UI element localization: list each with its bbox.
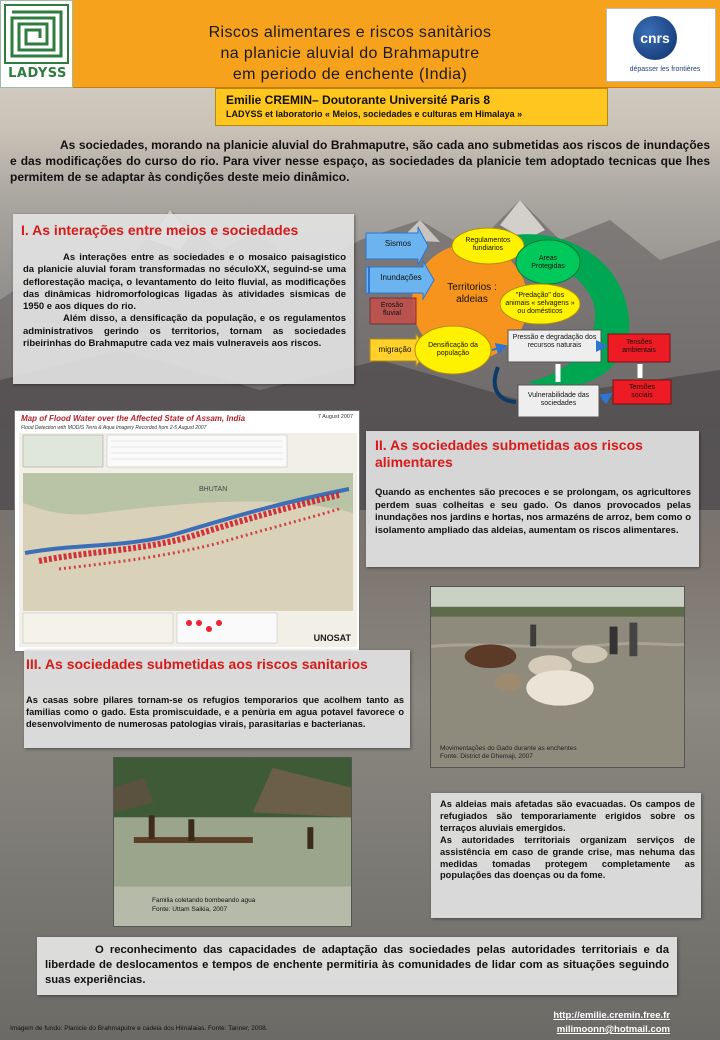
cnrs-tagline: dépasser les frontières <box>629 66 701 73</box>
section4-paragraph-1: As aldeias mais afetadas são evacuadas. Os campos de refugiados são temporariamente erigidos sobre os terraços aluviais emergidos. <box>440 799 695 833</box>
title-line-2: na planicie aluvial do Brahmaputre <box>220 45 480 62</box>
maze-icon <box>4 4 69 64</box>
map-subtitle: Flood Detection with MODIS Terra & Aqua Imagery Recorded from 2-5 August 2007 <box>21 425 207 431</box>
website-link[interactable]: http://emilie.cremin.free.fr <box>553 1010 670 1021</box>
cattle-flood-photo <box>430 586 685 768</box>
map-graphic <box>19 433 357 647</box>
map-date: 7 August 2007 <box>317 414 353 420</box>
title-line-3: em periodo de enchente (India) <box>232 66 468 83</box>
poster-title <box>130 22 570 85</box>
author-box <box>215 88 608 126</box>
section2-heading: II. As sociedades submetidas aos riscos alimentares <box>375 437 643 470</box>
section1-body <box>23 252 346 350</box>
conclusion-box <box>37 937 677 995</box>
diagram-regulamentos: Regulamentos fundiarios <box>465 237 511 252</box>
diagram-vulnerabilidade: Vulnerabilidade das sociedades <box>527 392 590 407</box>
photo2-caption-line-2: Fonte: Uttam Saikia, 2007 <box>152 906 228 913</box>
map-title: Map of Flood Water over the Affected State of Assam, India <box>21 414 246 423</box>
author-name: Emilie CREMIN– Doutorante Université Paris 8 <box>226 93 491 107</box>
diagram-areas: Areas Protegidas <box>531 255 565 270</box>
section1-paragraph-1: As interações entre as sociedades e o mosaico paisagistico da planicie aluvial foram transformadas no séculoXX, seguind-se uma deflorestação maciça, o levantamento do leito fluvial, as modificações das dinâmicas hidromorfologicas ligadas às atividades sismicas de 1950 e aos diques do rio. <box>23 252 346 313</box>
photo1-caption-line-2: Fonte: District de Dhemaji, 2007 <box>440 753 533 760</box>
flood-map <box>14 410 360 652</box>
ladyss-logo-text: LADYSS <box>8 66 67 81</box>
diagram-pressao: Pressão e degradação dos recursos naturais <box>512 334 597 349</box>
diagram-migracao: migração <box>378 345 412 354</box>
section3-heading: III. As sociedades submetidas aos riscos sanitarios <box>26 656 368 672</box>
section1-heading: I. As interações entre meios e sociedades <box>21 222 299 238</box>
map-label-bhutan: BHUTAN <box>199 486 228 493</box>
photo2-caption-line-1: Familia coletando bombeando agua <box>152 897 256 904</box>
header-banner <box>0 0 720 88</box>
diagram-sismos: Sismos <box>384 239 412 248</box>
unosat-logo: UNOSAT <box>313 633 351 643</box>
section4-body <box>440 799 695 882</box>
cnrs-logo <box>606 8 716 82</box>
section-sanitarios <box>24 650 410 748</box>
section-alimentares <box>366 431 699 567</box>
diagram-tensoes-sociais: Tensões sociais <box>628 384 656 399</box>
diagram-erosao: Erosão fluvial <box>380 302 404 317</box>
photo2-caption <box>152 896 255 914</box>
diagram-center: Territorios : aldeias <box>447 282 497 305</box>
email-link[interactable]: milimoonn@hotmail.com <box>556 1024 670 1035</box>
title-line-1: Riscos alimentares e riscos sanitàrios <box>208 24 492 41</box>
ladyss-logo <box>0 0 73 88</box>
section-interactions <box>13 214 354 384</box>
diagram-tensoes-ambientais: Tensões ambientais <box>622 339 656 354</box>
section1-paragraph-2: Além disso, a densificação da população, e os regulamentos administrativos gerindo os territorios, tornam as sociedades ribeirinhas do Brahmaputre cada vez mais vulneraveis aos riscos. <box>23 313 346 350</box>
section-evacuation <box>431 793 701 918</box>
cnrs-logo-mark: cnrs <box>633 16 677 60</box>
diagram-densificacao: Densificação da população <box>428 342 478 357</box>
section4-paragraph-2: As autoridades territoriais organizam serviços de assistência em caso de grande crise, mas nehuma das medidas tomadas protegem completamente as populações das doenças ou da fome. <box>440 834 695 881</box>
photo1-caption-line-1: Movimentações do Gado durante as enchentes <box>440 745 577 752</box>
photo1-caption <box>440 745 577 761</box>
diagram-predacao: "Predação" dos animais « selvagens » ou domésticos <box>505 292 575 315</box>
risk-diagram <box>358 222 676 427</box>
section3-body: As casas sobre pilares tornam-se os refugios temporarios que acolhem tanto as familias como o gado. Esta promiscuidade, e a penùria em agua potavel favorece o desenvolvimento de numerosas patologias virais, parasitarias e bacterianas. <box>26 695 404 729</box>
diagram-inundacoes: Inundações <box>380 273 422 282</box>
section2-body: Quando as enchentes são precoces e se prolongam, os agricultores perdem suas colheitas e seu gado. Os danos provocados pelas inundações nos jardins e hortas, nos armazéns de arroz, bem como o isolamento ampliado das aldeias, aumentam os riscos alimentares. <box>375 487 691 536</box>
family-water-photo <box>113 757 352 927</box>
author-affiliation: LADYSS et laboratorio « Meios, sociedades e culturas em Himalaya » <box>226 109 523 119</box>
conclusion-text: O reconhecimento das capacidades de adaptação das sociedades pelas autoridades territoriais e da liberdade de deslocamentos e tempos de enchente permitiria às comunidades de lidar com as situações seguindo suas experiências. <box>45 944 669 986</box>
background-note: Imagem de fundo: Planicie do Brahmaputre e cadeia dos Himalaias. Fonte: Tanner, 2008. <box>10 1025 268 1032</box>
intro-paragraph: As sociedades, morando na planicie aluvial do Brahmaputre, são cada ano submetidas aos riscos de inundações e das modificações do curso do rio. Para viver nesse espaço, as sociedades da planicie tem adoptado tecnicas que lhes permitem de se adaptar às condições deste meio dinâmico. <box>10 138 710 184</box>
